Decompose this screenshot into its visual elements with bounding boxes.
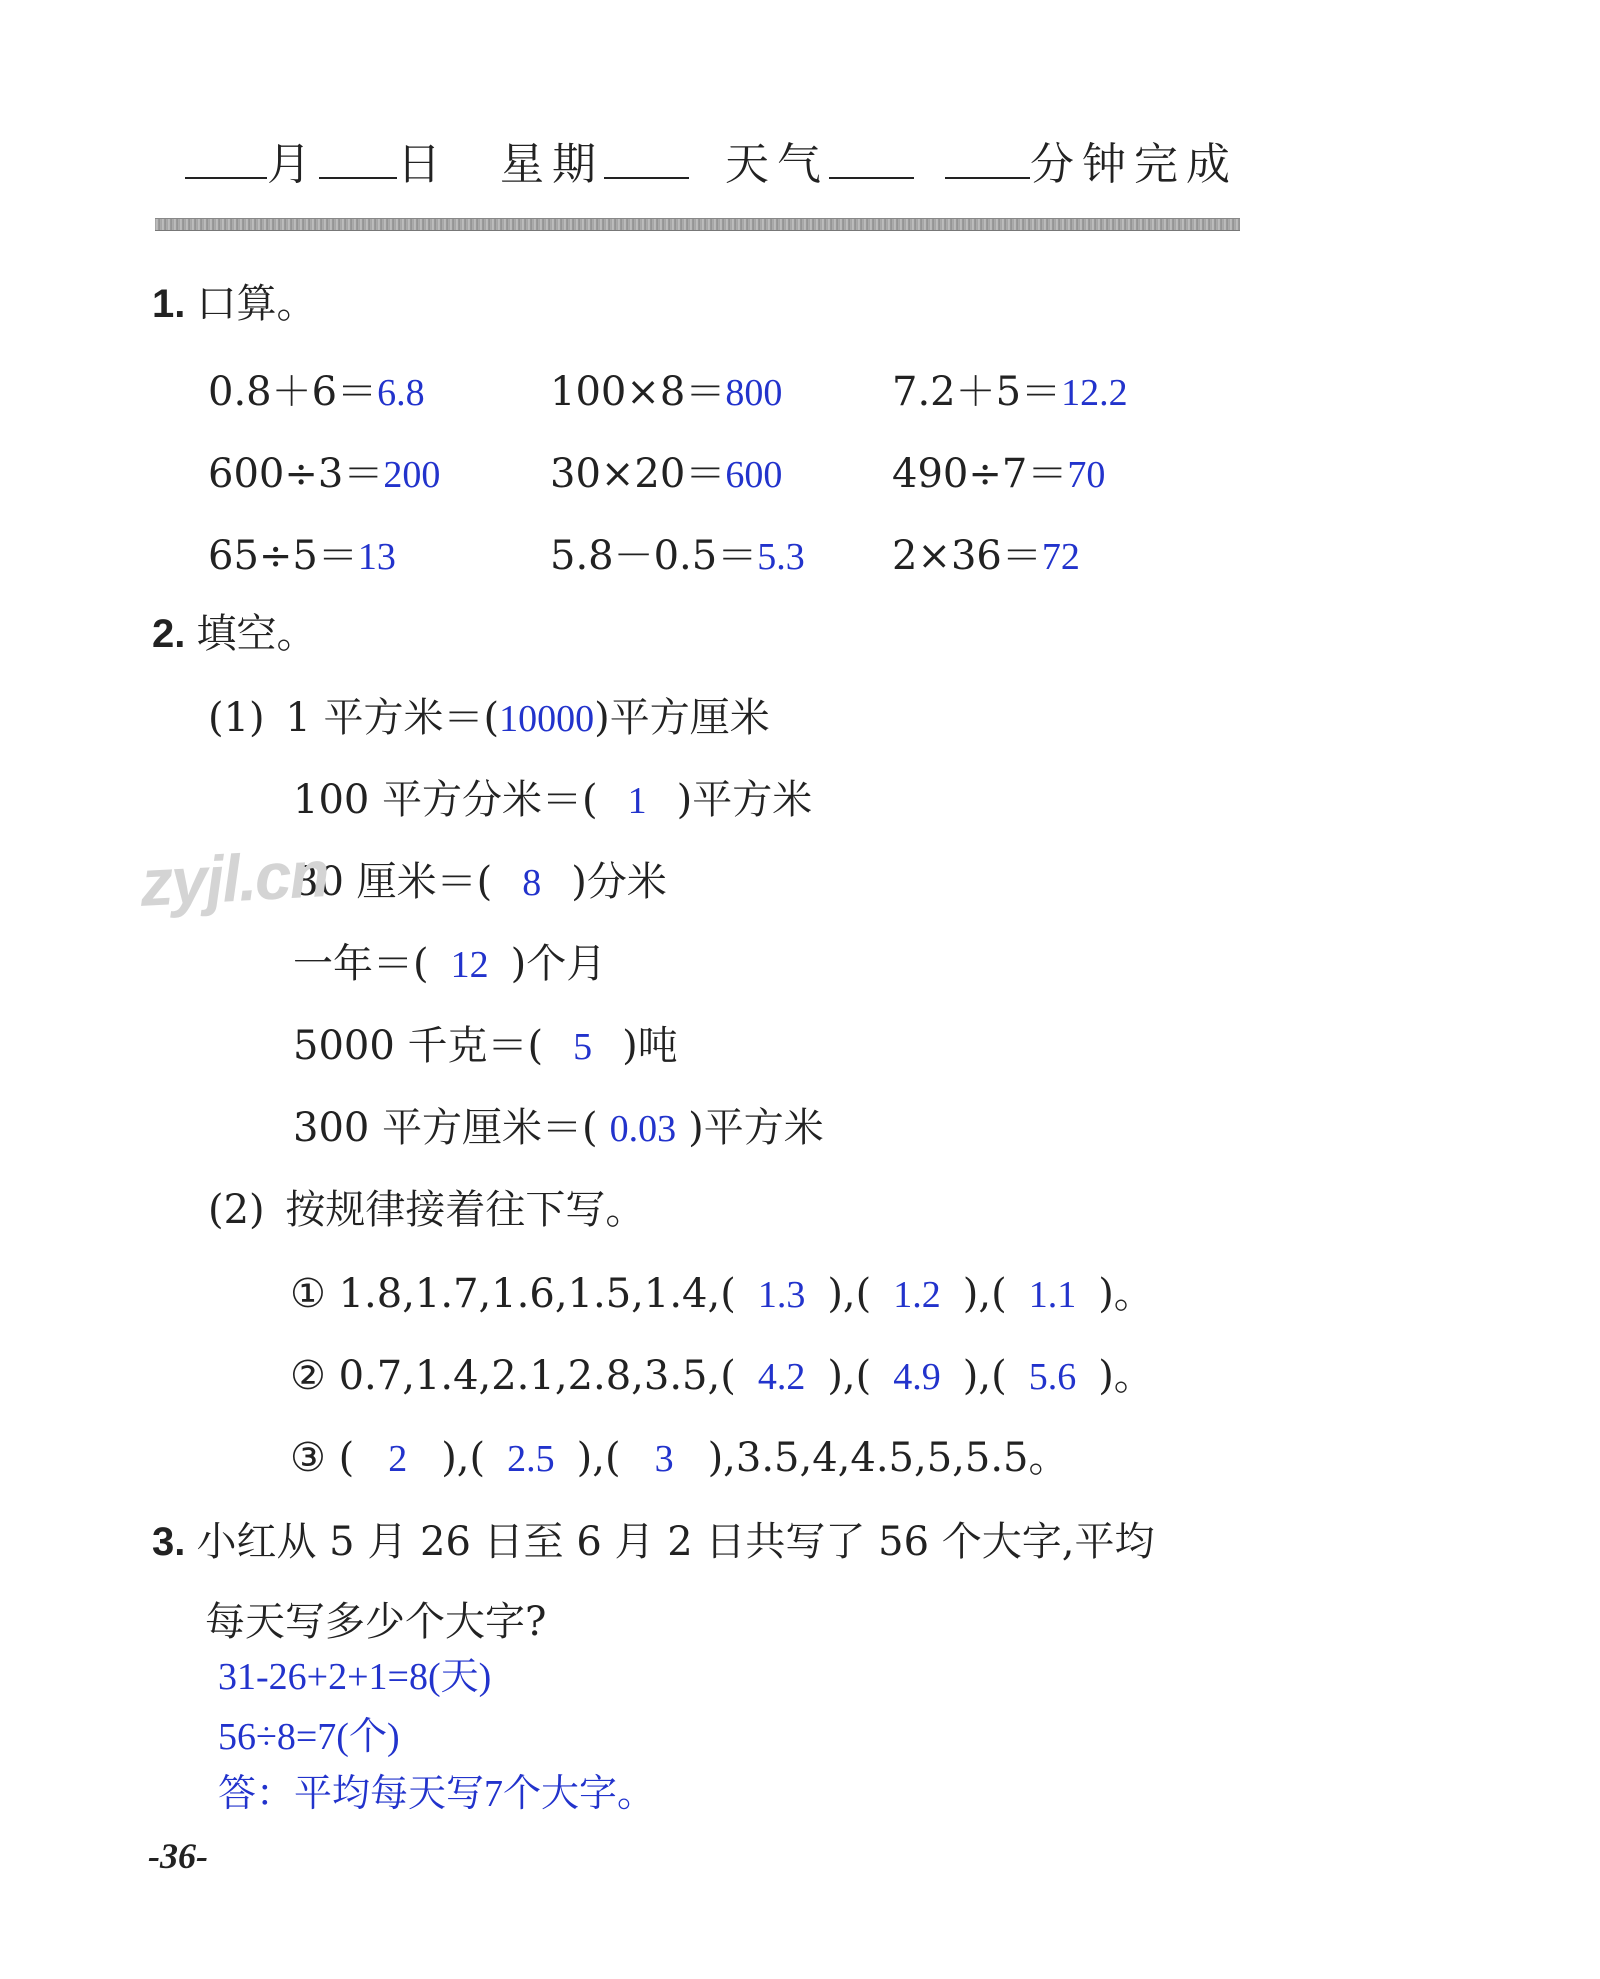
day-blank — [319, 176, 397, 179]
answer: 4.9 — [893, 1356, 941, 1398]
answer: 5.6 — [1028, 1356, 1077, 1398]
answer: 1.3 — [757, 1274, 806, 1316]
answer: 2 — [388, 1438, 408, 1480]
q2-part1-row-3: 80 厘米＝( 8 )分米 — [293, 859, 667, 905]
q1-heading — [152, 272, 316, 329]
header-line — [185, 128, 449, 192]
q3-work-1: 31-26+2+1=8(天) — [218, 1656, 492, 1698]
answer: 3 — [654, 1438, 674, 1480]
answer: 1.2 — [893, 1274, 941, 1316]
header-divider — [155, 218, 1240, 231]
q1-item-5: 30×20＝600 — [550, 451, 783, 497]
answer: 8 — [522, 862, 542, 904]
q1-item-1: 0.8＋6＝6.8 — [208, 369, 425, 415]
q1-item-4: 600÷3＝200 — [208, 451, 441, 497]
q3-work-2: 56÷8=7(个) — [218, 1716, 400, 1758]
q2-part1-row-4: 一年＝( 12 )个月 — [293, 941, 607, 987]
q2-part1-row-5: 5000 千克＝( 5 )吨 — [293, 1023, 678, 1069]
circled-number-3: ③ — [290, 1435, 326, 1481]
q2-part1-row-6: 300 平方厘米＝( 0.03 )平方米 — [293, 1105, 824, 1151]
q3-question — [152, 1510, 1154, 1567]
q1-item-8: 5.8－0.5＝5.3 — [550, 533, 805, 579]
q1-title: 口算。 — [196, 281, 317, 327]
weekday-blank — [604, 176, 689, 179]
answer: 2.5 — [507, 1438, 555, 1480]
q1-item-9: 2×36＝72 — [892, 533, 1080, 579]
minutes-blank — [945, 176, 1030, 179]
part2-label: (2) — [208, 1187, 265, 1233]
answer: 5 — [573, 1026, 593, 1068]
q2-heading — [152, 602, 316, 659]
answer: 600 — [725, 454, 783, 496]
answer: 72 — [1041, 536, 1080, 578]
q2-part1-row-2: 100 平方分米＝( 1 )平方米 — [293, 777, 813, 823]
q1-item-2: 100×8＝800 — [550, 369, 783, 415]
q3-answer: 答：平均每天写7个大字。 — [218, 1773, 656, 1815]
minutes-label: 分钟完成 — [1030, 139, 1238, 190]
answer: 800 — [725, 372, 783, 414]
month-blank — [185, 176, 267, 179]
answer: 4.2 — [757, 1356, 806, 1398]
q2-number: 2. — [152, 612, 186, 656]
q2-part1-row-1: (1) 1 平方米＝(10000)平方厘米 — [208, 695, 770, 741]
page-number: -36- — [148, 1836, 208, 1876]
answer: 70 — [1067, 454, 1106, 496]
q3-line-1: 小红从 5 月 26 日至 6 月 2 日共写了 56 个大字,平均 — [196, 1519, 1155, 1565]
answer: 0.03 — [609, 1108, 677, 1150]
part2-title: 按规律接着往下写。 — [285, 1187, 646, 1233]
answer: 200 — [383, 454, 441, 496]
weather-field — [725, 128, 914, 192]
watermark: zyjl.cn — [138, 836, 330, 920]
answer: 12 — [450, 944, 489, 986]
weather-label: 天气 — [725, 139, 829, 190]
q3-number: 3. — [152, 1520, 186, 1564]
circled-number-1: ① — [290, 1271, 326, 1317]
q1-item-7: 65÷5＝13 — [208, 533, 396, 579]
q1-number: 1. — [152, 282, 186, 326]
circled-number-2: ② — [290, 1353, 326, 1399]
month-label: 月 — [267, 139, 319, 190]
answer: 10000 — [499, 698, 595, 740]
q2-part2-heading — [208, 1178, 645, 1235]
q1-item-6: 490÷7＝70 — [892, 451, 1106, 497]
weekday-field — [500, 128, 689, 192]
answer: 6.8 — [377, 372, 425, 414]
q3-line-2: 每天写多少个大字? — [205, 1599, 547, 1645]
part1-label: (1) — [208, 695, 265, 741]
weekday-label: 星期 — [500, 139, 604, 190]
q2-sequence-2: ② 0.7,1.4,2.1,2.8,3.5,( 4.2 ),( 4.9 ),( 5.6 )。 — [290, 1353, 1154, 1399]
answer: 1.1 — [1028, 1274, 1077, 1316]
answer: 5.3 — [757, 536, 805, 578]
q2-sequence-3: ③ ( 2 ),( 2.5 ),( 3 ),3.5,4,4.5,5,5.5。 — [290, 1435, 1069, 1481]
day-label: 日 — [397, 139, 449, 190]
minutes-field — [945, 128, 1238, 192]
answer: 12.2 — [1061, 372, 1128, 414]
weather-blank — [829, 176, 914, 179]
q1-item-3: 7.2＋5＝12.2 — [892, 369, 1128, 415]
answer: 13 — [357, 536, 396, 578]
q2-title: 填空。 — [196, 611, 317, 657]
answer: 1 — [627, 780, 647, 822]
q2-sequence-1: ① 1.8,1.7,1.6,1.5,1.4,( 1.3 ),( 1.2 ),( 1.1 )。 — [290, 1271, 1154, 1317]
